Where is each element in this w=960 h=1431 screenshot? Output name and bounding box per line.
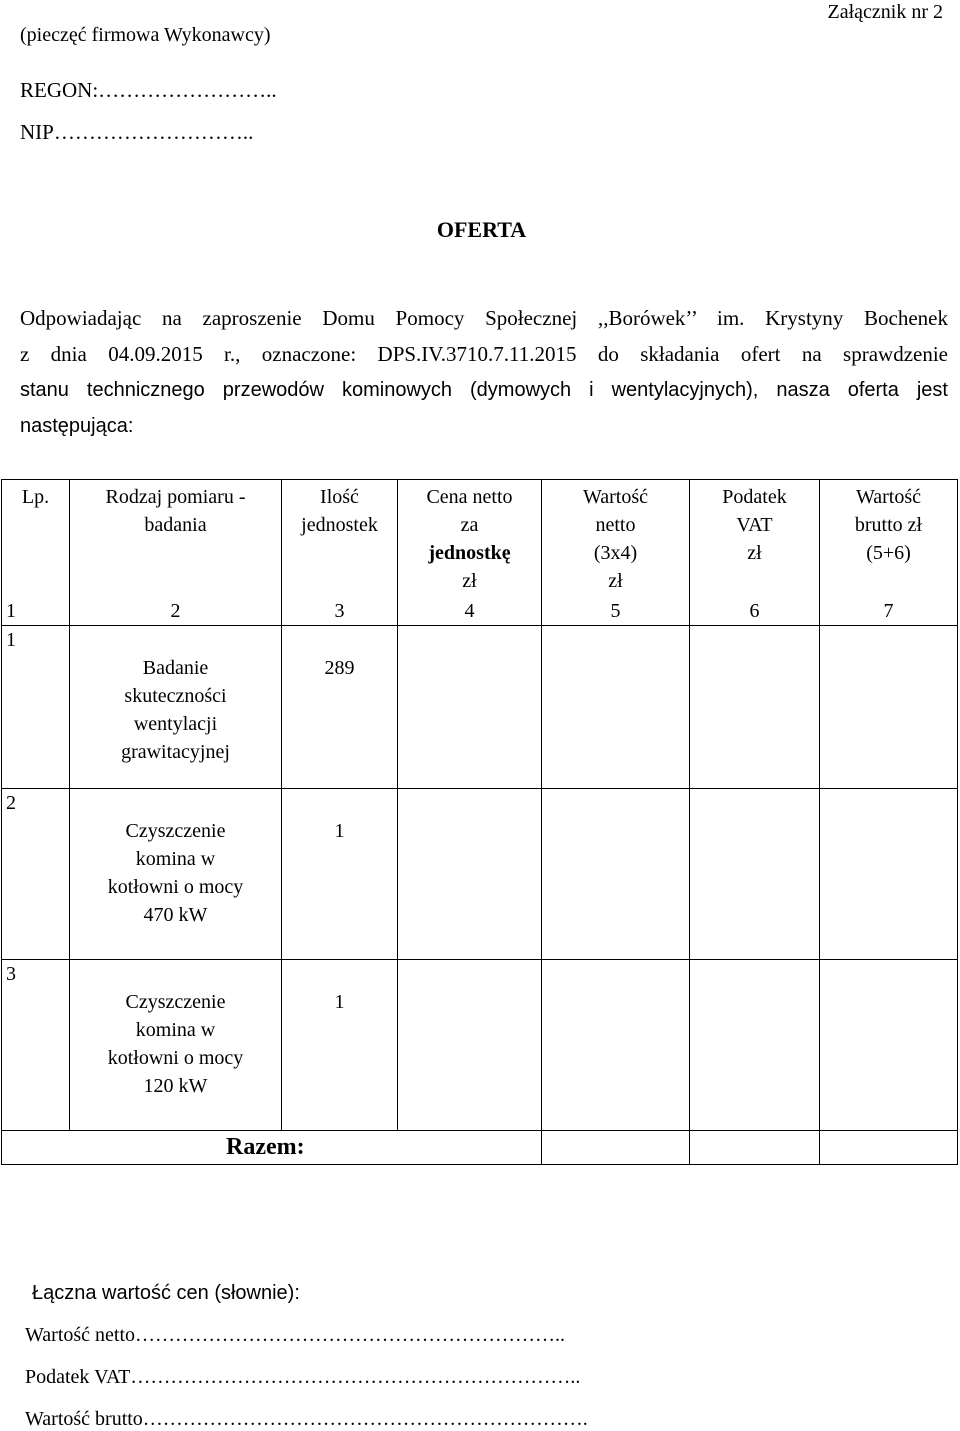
row-quantity: 289: [282, 626, 398, 789]
header-unit-price: Cena netto za jednostkę zł: [398, 480, 542, 598]
company-stamp-label: (pieczęć firmowa Wykonawcy): [20, 24, 271, 46]
column-number: 2: [70, 597, 282, 626]
row-net-value-cell[interactable]: [542, 960, 690, 1131]
column-number: 3: [282, 597, 398, 626]
table-row: [2, 960, 958, 1131]
row-service: Czyszczenie komina w kotłowni o mocy 120 kW: [70, 960, 282, 1131]
total-row: [2, 1131, 958, 1165]
row-vat-cell[interactable]: [690, 789, 820, 960]
row-net-value-cell[interactable]: [542, 789, 690, 960]
row-gross-value-cell[interactable]: [820, 789, 958, 960]
header-net-value: Wartość netto (3x4) zł: [542, 480, 690, 598]
offer-table: [1, 479, 958, 1165]
row-gross-value-cell[interactable]: [820, 960, 958, 1131]
column-number: 7: [820, 597, 958, 626]
document-title: OFERTA: [436, 217, 527, 242]
row-lp: 2: [2, 789, 70, 960]
total-label: Razem:: [2, 1131, 542, 1165]
row-vat-cell[interactable]: [690, 960, 820, 1131]
row-vat-cell[interactable]: [690, 626, 820, 789]
table-header-row: [2, 480, 958, 598]
table-row: [2, 626, 958, 789]
regon-field: REGON:……………………..: [20, 78, 277, 102]
column-number: 6: [690, 597, 820, 626]
header-type: Rodzaj pomiaru - badania: [70, 480, 282, 598]
row-net-value-cell[interactable]: [542, 626, 690, 789]
nip-field: NIP………………………..: [20, 120, 254, 144]
header-lp: Lp.: [2, 480, 70, 598]
summary-net-field: Wartość netto………………………………………………………..: [25, 1324, 566, 1346]
intro-line-2: z dnia 04.09.2015 r., oznaczone: DPS.IV.3710.7.11.2015 do składania ofert na sprawdzenie: [20, 342, 948, 366]
row-lp: 3: [2, 960, 70, 1131]
column-number: 1: [2, 597, 70, 626]
row-service: Badanie skuteczności wentylacji grawitacyjnej: [70, 626, 282, 789]
row-unit-price-cell[interactable]: [398, 626, 542, 789]
annex-label: Załącznik nr 2: [827, 1, 943, 23]
total-vat-cell[interactable]: [690, 1131, 820, 1165]
summary-in-words-label: Łączna wartość cen (słownie):: [32, 1282, 300, 1304]
table-row: [2, 789, 958, 960]
intro-line-1: Odpowiadając na zaproszenie Domu Pomocy Społecznej ,,Borówek’’ im. Krystyny Bochenek: [20, 306, 948, 330]
summary-gross-field: Wartość brutto………………………………………………………….: [25, 1408, 588, 1430]
column-number: 5: [542, 597, 690, 626]
row-quantity: 1: [282, 789, 398, 960]
row-unit-price-cell[interactable]: [398, 960, 542, 1131]
intro-line-3: stanu technicznego przewodów kominowych (dymowych i wentylacyjnych), nasza oferta jest: [20, 379, 948, 401]
total-net-cell[interactable]: [542, 1131, 690, 1165]
total-gross-cell[interactable]: [820, 1131, 958, 1165]
intro-line-4: następująca:: [20, 415, 134, 437]
column-number-row: [2, 597, 958, 626]
row-service: Czyszczenie komina w kotłowni o mocy 470 kW: [70, 789, 282, 960]
header-gross-value: Wartość brutto zł (5+6): [820, 480, 958, 598]
summary-vat-field: Podatek VAT…………………………………………………………..: [25, 1366, 581, 1388]
header-vat: Podatek VAT zł: [690, 480, 820, 598]
row-unit-price-cell[interactable]: [398, 789, 542, 960]
row-lp: 1: [2, 626, 70, 789]
row-quantity: 1: [282, 960, 398, 1131]
header-quantity: Ilość jednostek: [282, 480, 398, 598]
row-gross-value-cell[interactable]: [820, 626, 958, 789]
column-number: 4: [398, 597, 542, 626]
intro-paragraph: [20, 300, 948, 444]
